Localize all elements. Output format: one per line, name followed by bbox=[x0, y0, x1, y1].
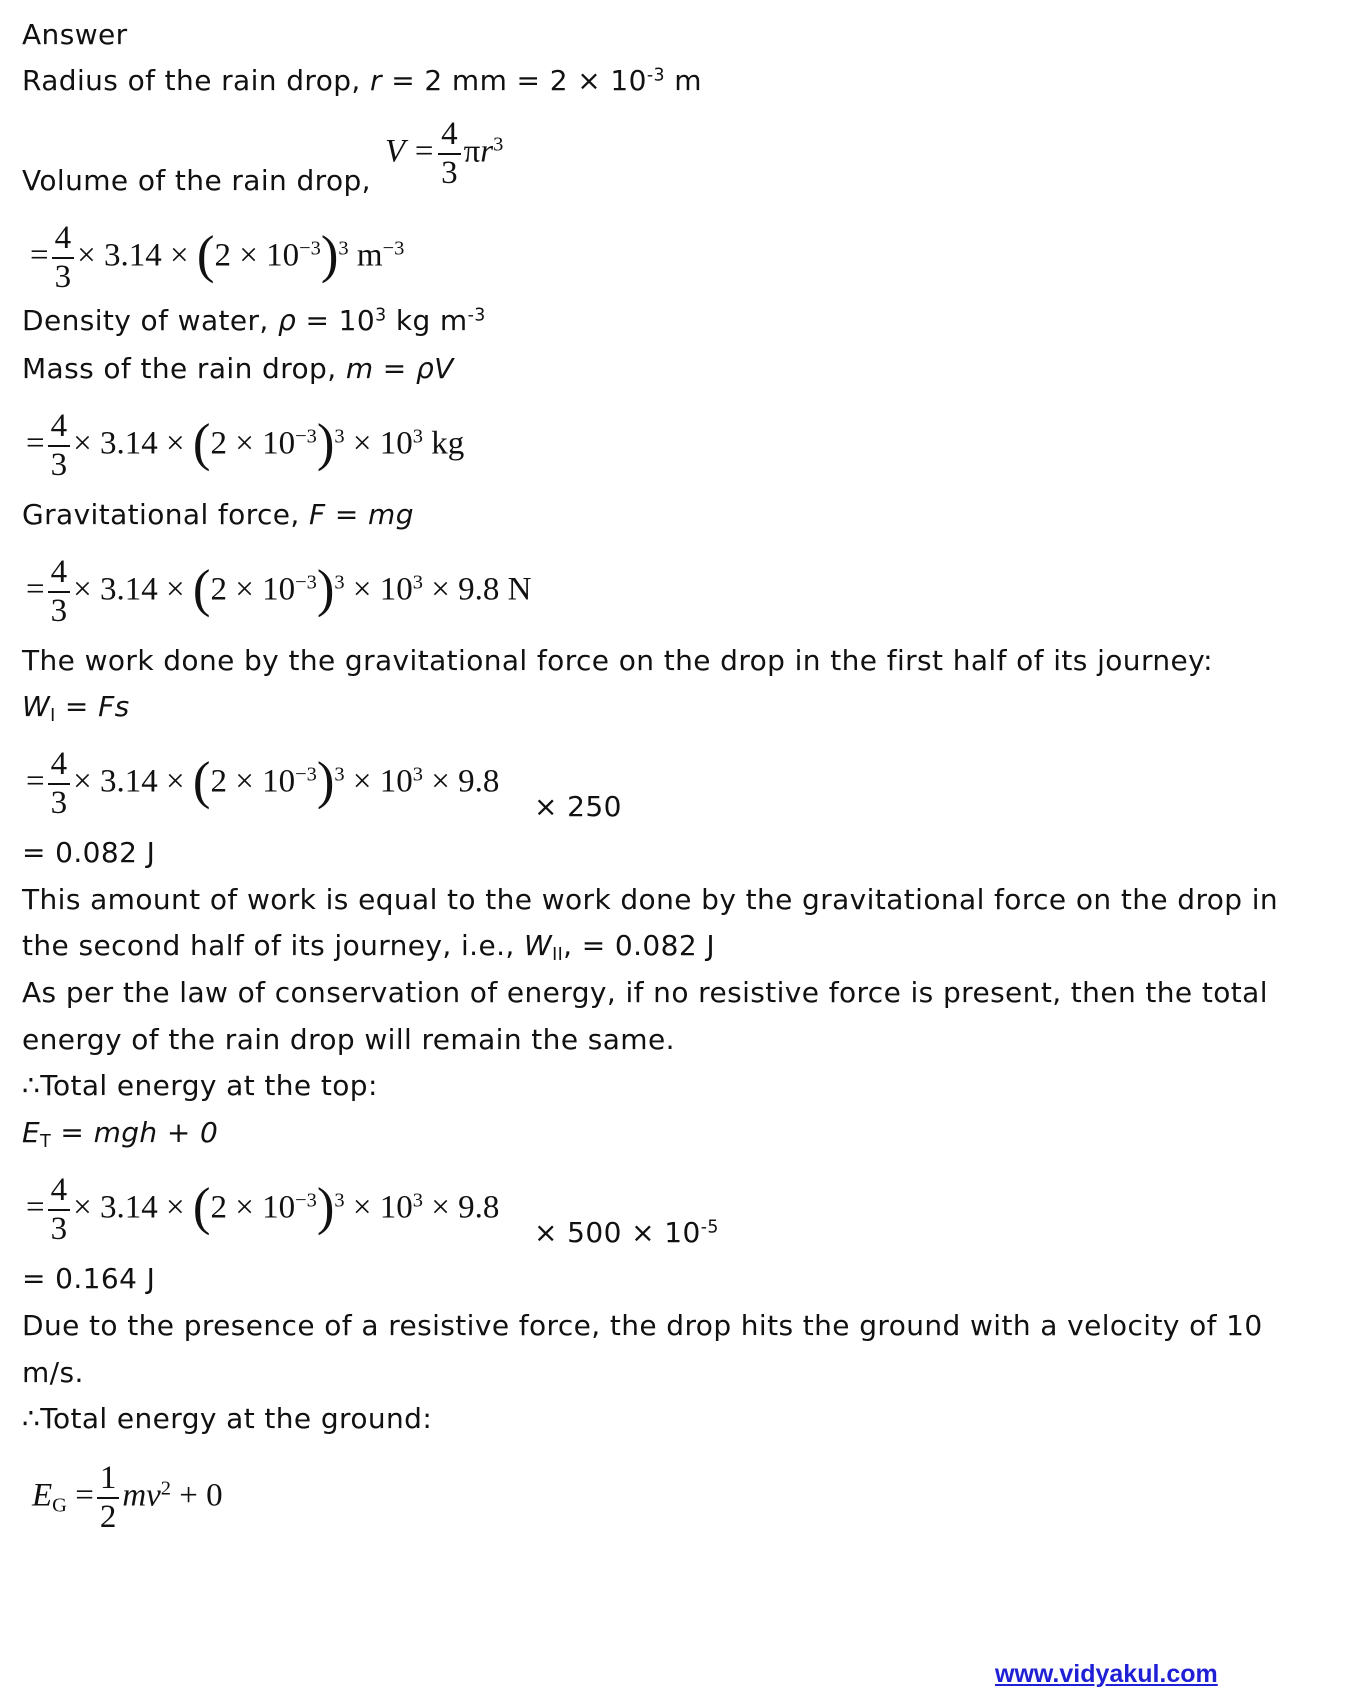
fraction: $\frac{4}{3}$ bbox=[48, 1174, 71, 1246]
answer-heading: Answer bbox=[22, 18, 128, 51]
volume-value: = $\frac{4}{3}$ × $3.14 \times (2 \times 10^{-3})^3$ $m^{-3}$ bbox=[30, 220, 405, 295]
work-value-multiplier: × 250 bbox=[534, 790, 622, 823]
ground-energy-label: ∴Total energy at the ground: bbox=[22, 1402, 433, 1435]
mass-value: = $\frac{4}{3}$ × $3.14 \times (2 \times 10^{-3})^3 \times 10^3$ kg bbox=[26, 408, 465, 483]
fraction: $\frac{1}{2}$ bbox=[97, 1462, 120, 1534]
volume-label: Volume of the rain drop, bbox=[22, 164, 371, 197]
force-value: = $\frac{4}{3}$ × $3.14 \times (2 \times 10^{-3})^3 \times 10^3 \times 9.8$ N bbox=[26, 554, 532, 629]
conservation-line-1: As per the law of conservation of energy, if no resistive force is present, then the total bbox=[22, 976, 1268, 1009]
force-line: Gravitational force, F = mg bbox=[22, 498, 414, 531]
top-energy-label: ∴Total energy at the top: bbox=[22, 1069, 378, 1102]
conservation-line-2: energy of the rain drop will remain the same. bbox=[22, 1023, 675, 1056]
top-energy-equation: $E_T$ = mgh + 0 bbox=[22, 1116, 219, 1153]
work-intro: The work done by the gravitational force on the drop in the first half of its journey: bbox=[22, 644, 1213, 677]
work-value: = $\frac{4}{3}$ × $3.14 \times (2 \times 10^{-3})^3 \times 10^3 \times 9.8$ bbox=[26, 746, 500, 821]
mass-line: Mass of the rain drop, m = ρV bbox=[22, 352, 454, 385]
density-line: Density of water, $\rho = 10^3$ kg $m^{-3}$ bbox=[22, 304, 486, 337]
equal-text-line-2: the second half of its journey, i.e., $W_{II}$, = 0.082 J bbox=[22, 929, 716, 966]
volume-formula: V = $\frac{4}{3}$ $\pi r^3$ bbox=[385, 116, 504, 191]
fraction: $\frac{4}{3}$ bbox=[48, 748, 71, 820]
top-energy-multiplier: × $500 \times 10^{-5}$ bbox=[534, 1216, 719, 1249]
resistive-line-1: Due to the presence of a resistive force, the drop hits the ground with a velocity of 10 bbox=[22, 1309, 1263, 1342]
top-energy-result: = 0.164 J bbox=[22, 1262, 156, 1295]
fraction: $\frac{4}{3}$ bbox=[438, 118, 461, 190]
fraction: $\frac{4}{3}$ bbox=[52, 222, 75, 294]
work-result: = 0.082 J bbox=[22, 836, 156, 869]
top-energy-value: = $\frac{4}{3}$ × $3.14 \times (2 \times 10^{-3})^3 \times 10^3 \times 9.8$ bbox=[26, 1172, 500, 1247]
resistive-line-2: m/s. bbox=[22, 1356, 84, 1389]
ground-energy-equation: $E_G$ = $\frac{1}{2}$ $mv^2 + 0$ bbox=[32, 1460, 223, 1535]
equal-text-line-1: This amount of work is equal to the work done by the gravitational force on the drop in bbox=[22, 883, 1279, 916]
work-equation: $W_I = Fs$ bbox=[22, 690, 130, 727]
radius-line: Radius of the rain drop, r = 2 mm = $2 \times 10^{-3}$ m bbox=[22, 64, 702, 97]
vidyakul-link[interactable]: www.vidyakul.com bbox=[995, 1660, 1218, 1688]
fraction: $\frac{4}{3}$ bbox=[48, 556, 71, 628]
fraction: $\frac{4}{3}$ bbox=[48, 410, 71, 482]
